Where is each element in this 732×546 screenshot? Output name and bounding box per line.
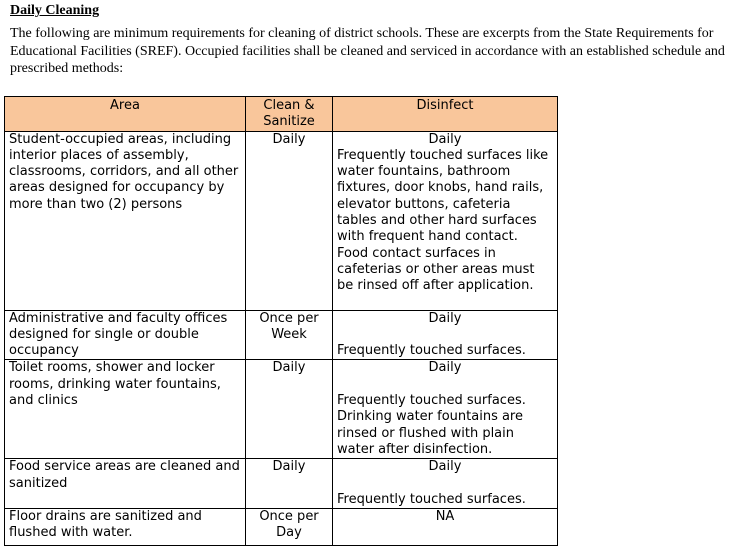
- table-row: [5, 459, 558, 509]
- table-row: [5, 509, 558, 546]
- disinfect-cell: [333, 360, 558, 459]
- disinfect-frequency: Daily: [428, 459, 462, 475]
- spacer: [337, 476, 553, 492]
- disinfect-note: Drinking water fountains are rinsed or flushed with plain water after disinfection.: [337, 409, 523, 457]
- clean-cell: Once per Day: [246, 509, 333, 546]
- area-cell: Floor drains are sanitized and flushed with water.: [5, 509, 246, 546]
- clean-cell: Daily: [246, 131, 333, 310]
- disinfect-frequency: NA: [435, 509, 455, 525]
- disinfect-cell: [333, 459, 558, 509]
- disinfect-note: Frequently touched surfaces like water fountains, bathroom fixtures, door knobs, hand rails, elevator buttons, cafeteria tables and other hard surfaces with frequent hand contact.: [337, 147, 549, 245]
- table-row: [5, 310, 558, 360]
- area-cell: Administrative and faculty offices designed for single or double occupancy: [5, 310, 246, 360]
- section-heading: Daily Cleaning: [10, 3, 100, 18]
- disinfect-frequency: Daily: [428, 131, 462, 147]
- spacer: [337, 377, 553, 393]
- table-row: [5, 360, 558, 459]
- spacer: [337, 327, 553, 343]
- table-header-row: [5, 97, 558, 132]
- clean-cell: Daily: [246, 459, 333, 509]
- disinfect-note: Frequently touched surfaces.: [337, 491, 526, 507]
- disinfect-note: Food contact surfaces in cafeterias or other areas must be rinsed off after application.: [337, 245, 535, 294]
- intro-paragraph: The following are minimum requirements for cleaning of district schools. These are excerpts from the State Requirements for Educational Facilities (SREF). Occupied facilities shall be cleaned and serviced in accordance with an established schedule and prescribed methods:: [10, 26, 725, 76]
- clean-cell: Once per Week: [246, 310, 333, 360]
- disinfect-cell: [333, 131, 558, 310]
- disinfect-note: Frequently touched surfaces.: [337, 343, 526, 359]
- header-disinfect: Disinfect: [333, 97, 558, 132]
- disinfect-cell: [333, 310, 558, 360]
- disinfect-frequency: Daily: [428, 360, 462, 376]
- disinfect-frequency: Daily: [428, 310, 462, 326]
- header-clean-sanitize: Clean & Sanitize: [246, 97, 333, 132]
- area-cell: Toilet rooms, shower and locker rooms, drinking water fountains, and clinics: [5, 360, 246, 459]
- clean-cell: Daily: [246, 360, 333, 459]
- disinfect-note: Frequently touched surfaces.: [337, 393, 526, 409]
- disinfect-cell: [333, 509, 558, 546]
- area-cell: Food service areas are cleaned and sanitized: [5, 459, 246, 509]
- table-row: [5, 131, 558, 310]
- header-area: Area: [5, 97, 246, 132]
- area-cell: Student-occupied areas, including interior places of assembly, classrooms, corridors, and all other areas designed for occupancy by more than two (2) persons: [5, 131, 246, 310]
- cleaning-requirements-table: [4, 96, 558, 546]
